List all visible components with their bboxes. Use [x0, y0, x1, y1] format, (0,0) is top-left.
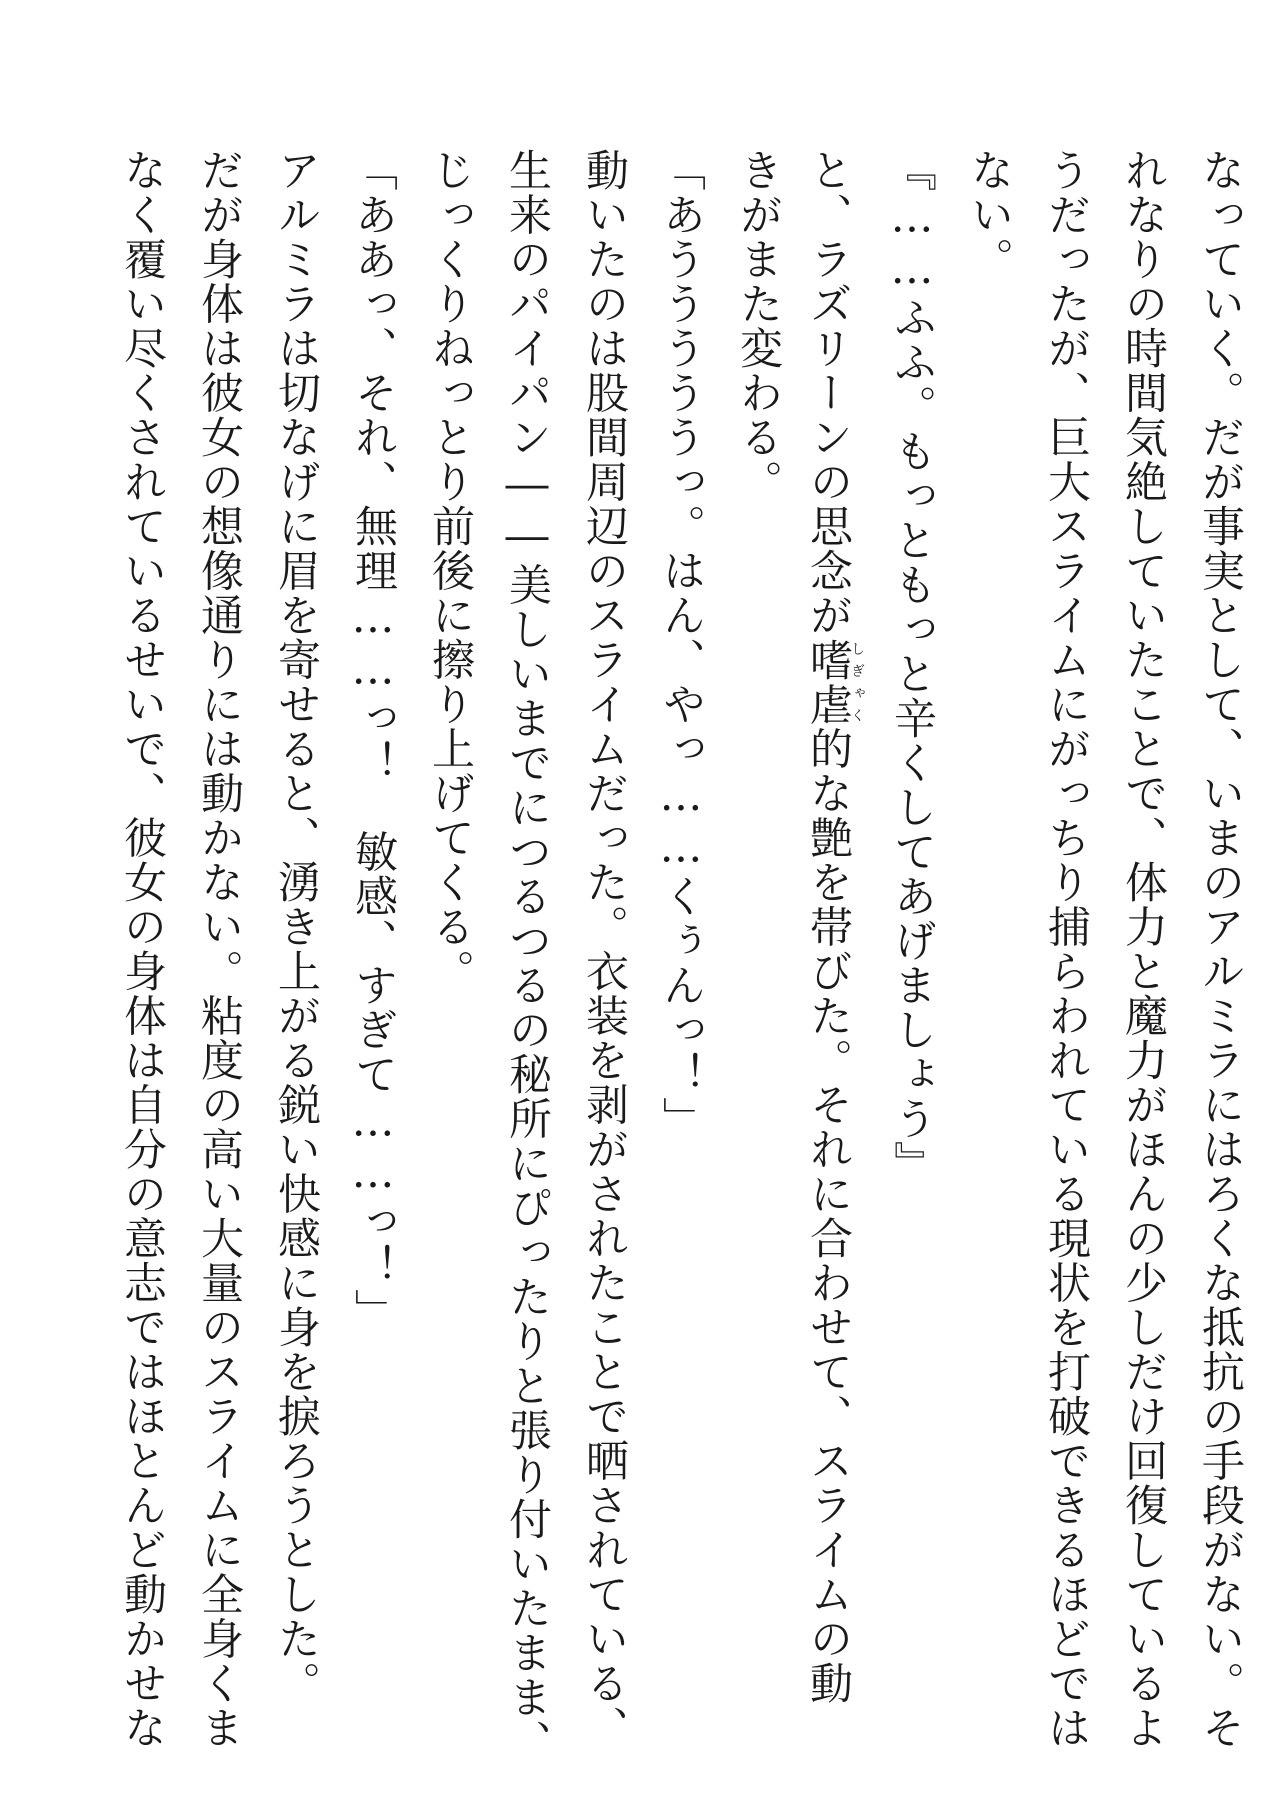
text-column-14: だが身体は彼女の想像通りには動かない。粘度の高い大量のスライムに全身くま [194, 148, 244, 1750]
text-column-10: 生来のパイパン――美しいまでにつるつるの秘所にぴったりと張り付いたまま、 [502, 148, 552, 1764]
text-column-6-part-2: 的な艶を帯びた。それに合わせて、スライムの動 [803, 726, 853, 1706]
ruby-base: 嗜虐 [803, 637, 853, 727]
text-column-15: なく覆い尽くされているせいで、彼女の身体は自分の意志ではほとんど動かせな [117, 148, 167, 1750]
text-column-11: じっくりねっとり前後に擦り上げてくる。 [425, 148, 475, 994]
text-column-13: アルミラは切なげに眉を寄せると、湧き上がる鋭い快感に身を捩ろうとした。 [271, 148, 321, 1706]
text-column-9: 動いたのは股間周辺のスライムだった。衣装を剥がされたことで晒されている、 [579, 148, 629, 1750]
ruby-annotation [803, 637, 865, 727]
text-column-5: 『……ふふ。もっともっと辛くしてあげましょう』 [887, 148, 937, 1186]
text-column-4: ない。 [964, 148, 1014, 282]
text-column-12: 「ああっ、それ、無理……っ！ 敏感、すぎて……っ！」 [348, 148, 398, 1333]
text-column-7: きがまた変わる。 [733, 148, 783, 504]
text-column-8: 「あうううううっ。はん、やっ……くぅんっ！」 [656, 148, 706, 1141]
text-column-6-part-1: と、ラズリーンの思念が [803, 148, 853, 638]
text-column-2: れなりの時間気絶していたことで、体力と魔力がほんの少しだけ回復しているよ [1118, 148, 1168, 1750]
text-column-6 [803, 148, 865, 1706]
text-column-3: うだったが、巨大スライムにがっちり捕らわれている現状を打破できるほどでは [1041, 148, 1091, 1750]
ruby-reading: しぎゃく [849, 637, 865, 727]
text-column-1: なっていく。だが事実として、いまのアルミラにはろくな抵抗の手段がない。そ [1195, 148, 1245, 1750]
